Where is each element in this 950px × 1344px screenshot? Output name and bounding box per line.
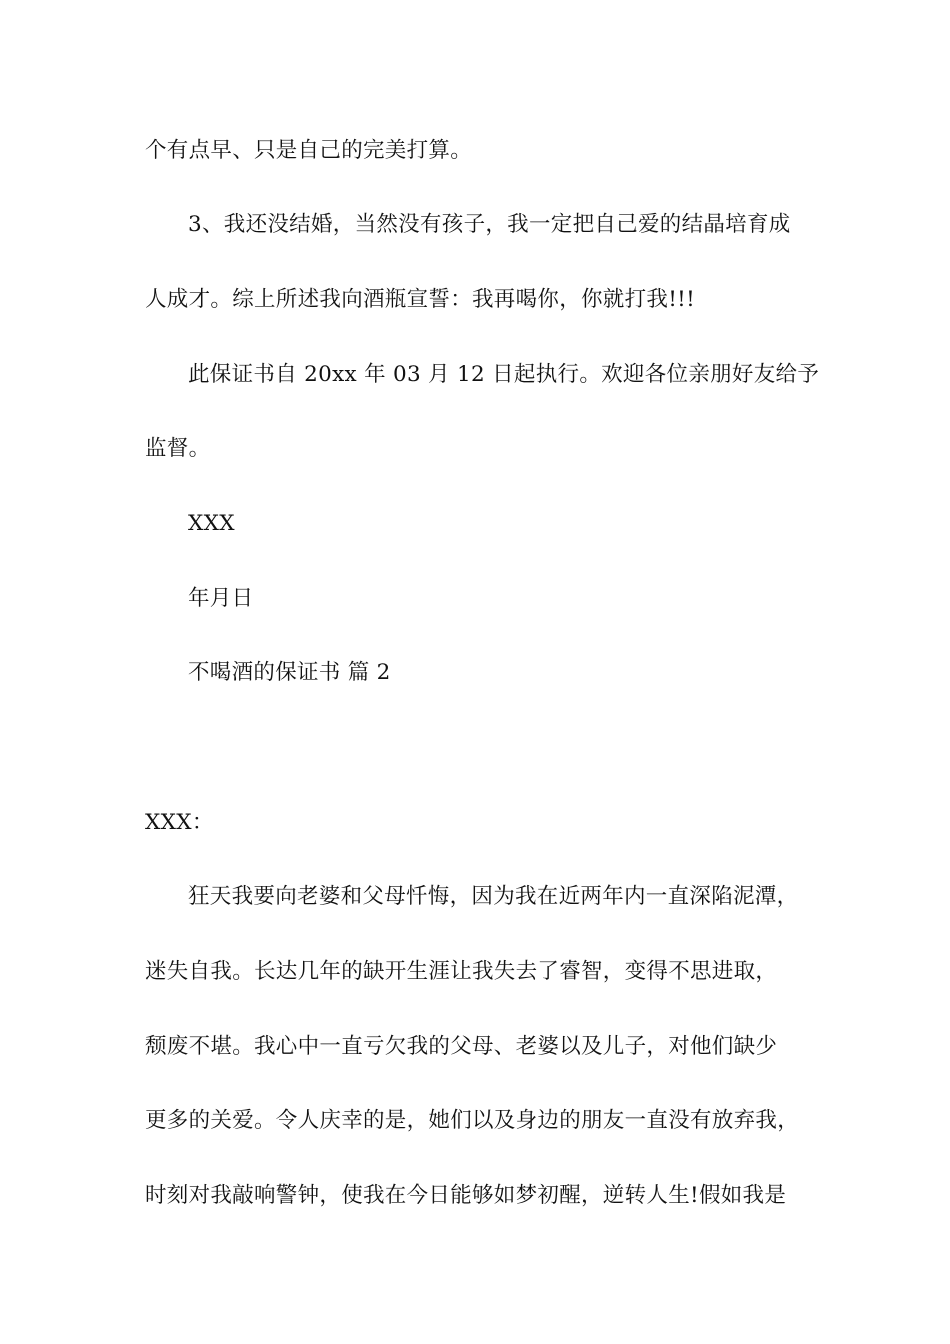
signature-name: XXX (188, 511, 235, 536)
text-line-6: 狂天我要向老婆和父母忏悔，因为我在近两年内一直深陷泥潭， (188, 884, 799, 909)
text-line-4: 此保证书自 20xx 年 03 月 12 日起执行。欢迎各位亲朋好友给予 (188, 362, 820, 387)
salutation: XXX： (145, 810, 214, 835)
text-line-3: 人成才。综上所述我向酒瓶宣誓：我再喝你，你就打我!!! (145, 287, 696, 312)
text-line-2: 3、我还没结婚，当然没有孩子，我一定把自己爱的结晶培育成 (188, 212, 791, 237)
text-line-10: 时刻对我敲响警钟，使我在今日能够如梦初醒，逆转人生!假如我是 (145, 1183, 787, 1208)
text-line-9: 更多的关爱。令人庆幸的是，她们以及身边的朋友一直没有放弃我， (145, 1108, 800, 1133)
text-line-7: 迷失自我。长达几年的缺开生涯让我失去了睿智，变得不思进取， (145, 959, 778, 984)
text-line-5: 监督。 (145, 436, 211, 461)
signature-date: 年月日 (188, 586, 254, 611)
text-line-1: 个有点早、只是自己的完美打算。 (145, 138, 473, 163)
text-line-8: 颓废不堪。我心中一直亏欠我的父母、老婆以及儿子，对他们缺少 (145, 1034, 778, 1059)
section-title: 不喝酒的保证书 篇 2 (188, 660, 391, 685)
